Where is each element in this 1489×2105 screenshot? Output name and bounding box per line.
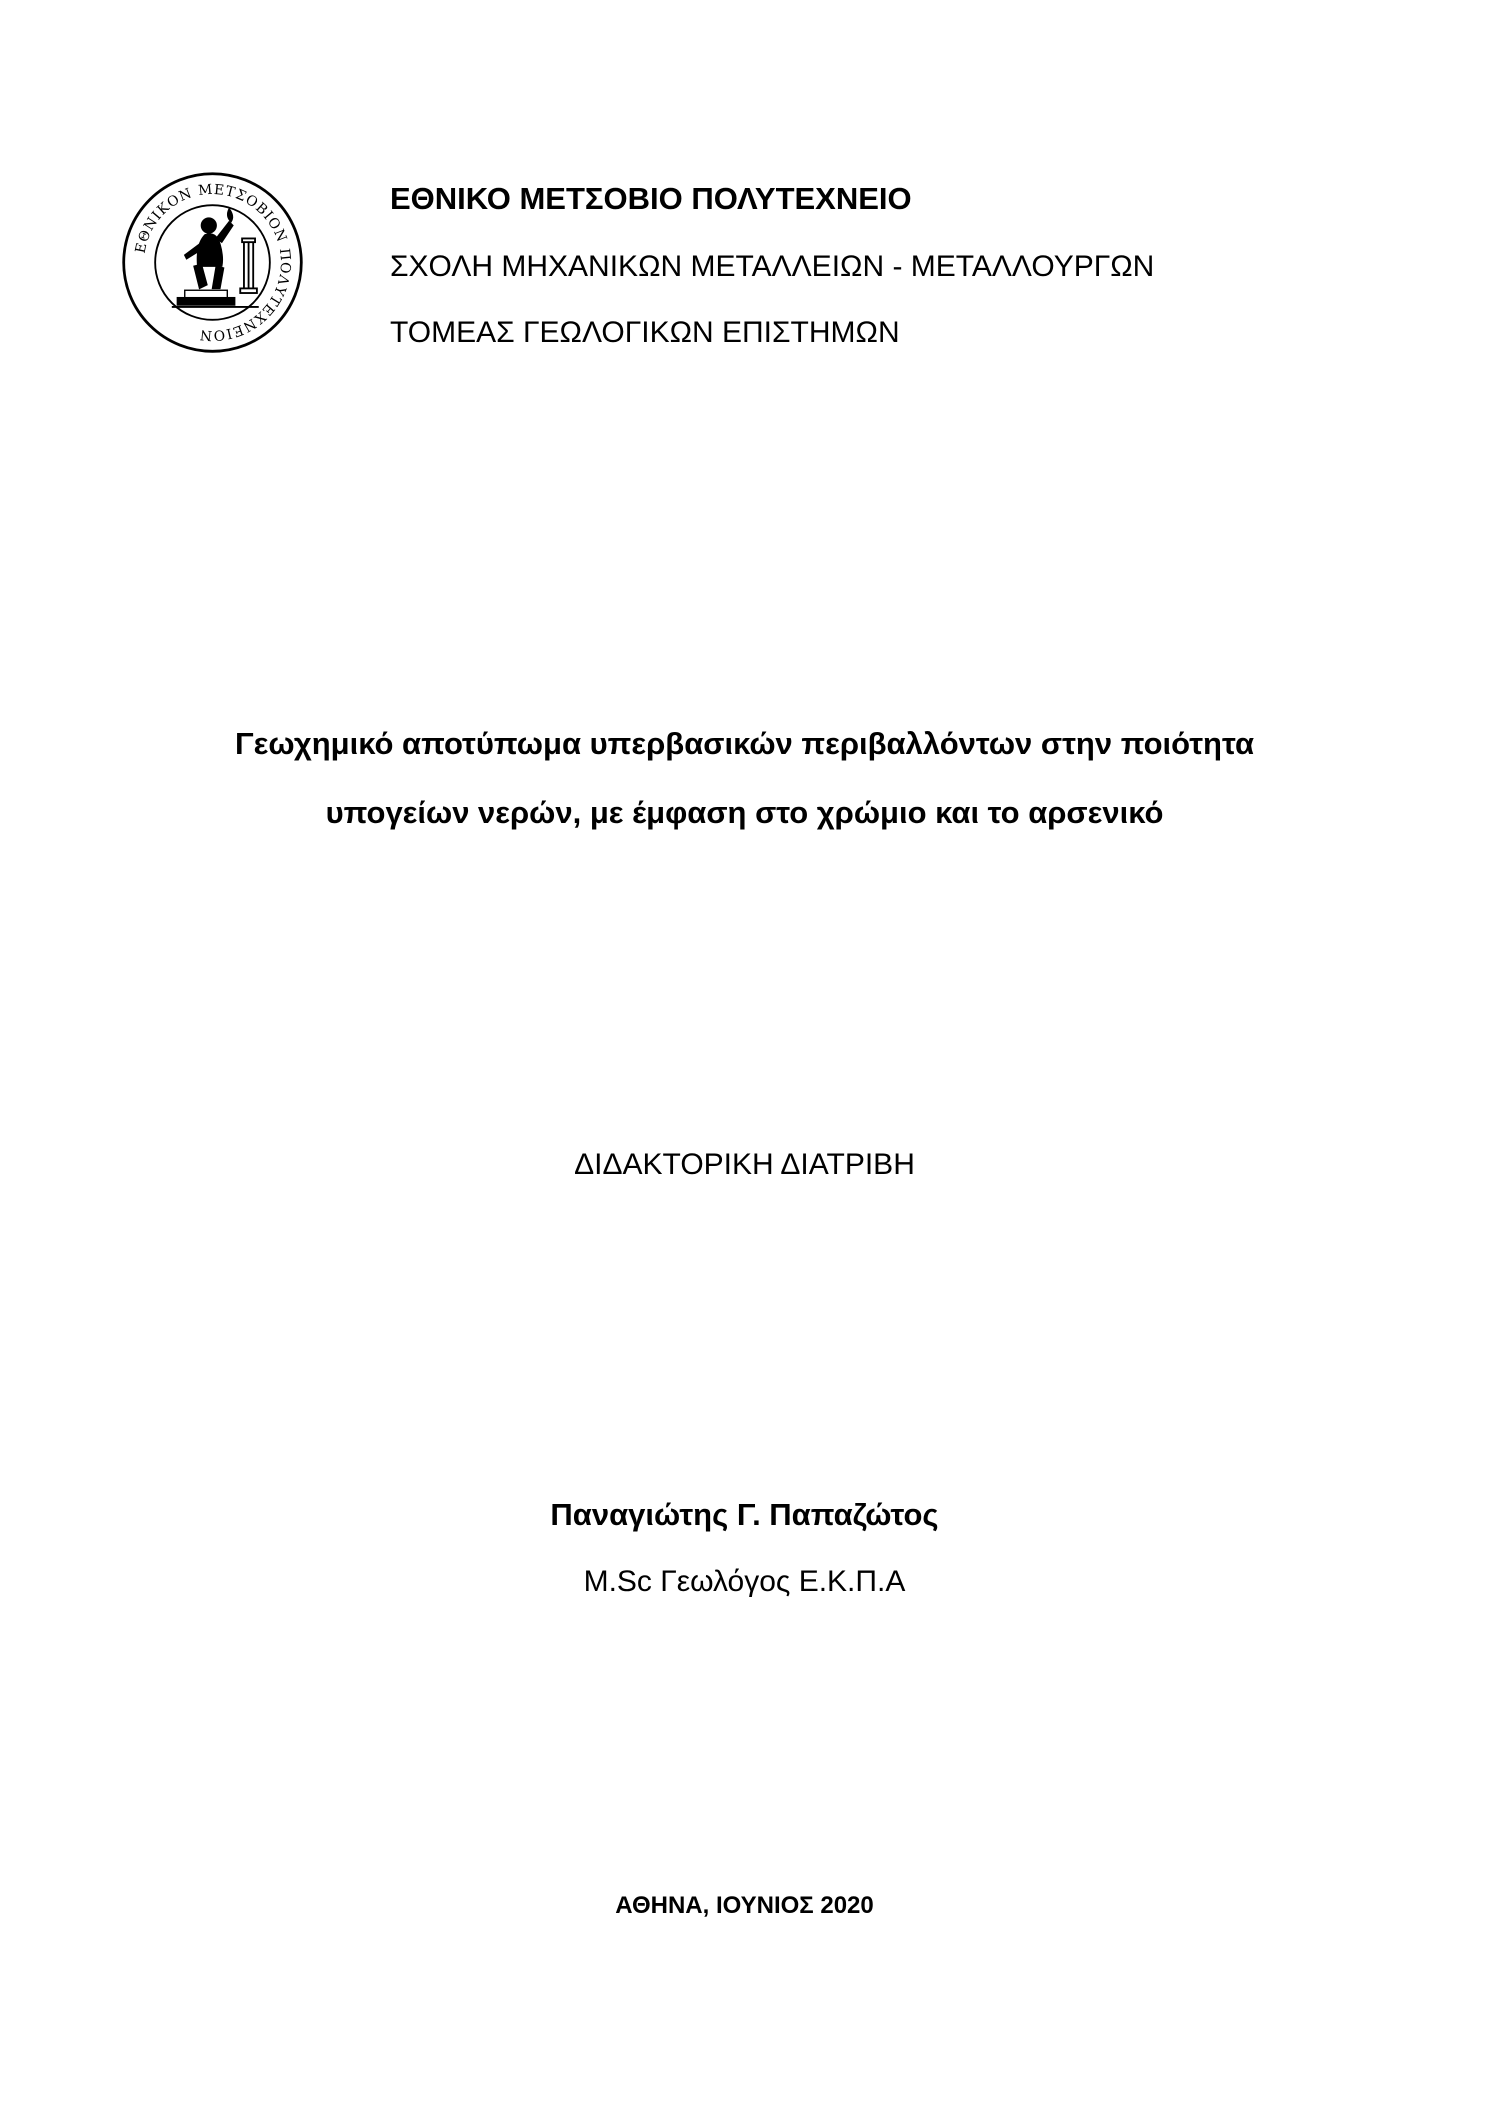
svg-text:ΕΘΝΙΚΟΝ ΜΕΤΣΟΒΙΟΝ ΠΟΛΥΤΕΧΝΕΙΟΝ: ΕΘΝΙΚΟΝ ΜΕΤΣΟΒΙΟΝ ΠΟΛΥΤΕΧΝΕΙΟΝ — [132, 181, 294, 344]
sector-name: ΤΟΜΕΑΣ ΓΕΩΛΟΓΙΚΩΝ ΕΠΙΣΤΗΜΩΝ — [390, 316, 900, 349]
author-name: Παναγιώτης Γ. Παπαζώτος — [550, 1497, 939, 1532]
document-type: ΔΙΔΑΚΤΟΡΙΚΗ ΔΙΑΤΡΙΒΗ — [574, 1148, 915, 1181]
thesis-title-line-1: Γεωχημικό αποτύπωμα υπερβασικών περιβαλλόντων στην ποιότητα — [234, 726, 1255, 761]
university-seal-icon — [120, 170, 305, 355]
institution-name: ΕΘΝΙΚΟ ΜΕΤΣΟΒΙΟ ΠΟΛΥΤΕΧΝΕΙΟ — [390, 181, 912, 216]
school-name: ΣΧΟΛΗ ΜΗΧΑΝΙΚΩΝ ΜΕΤΑΛΛΕΙΩΝ - ΜΕΤΑΛΛΟΥΡΓΩΝ — [390, 250, 1155, 283]
author-credentials: M.Sc Γεωλόγος Ε.Κ.Π.Α — [583, 1565, 906, 1598]
thesis-title-line-2: υπογείων νερών, με έμφαση στο χρώμιο και το αρσενικό — [325, 795, 1164, 830]
place-date: ΑΘΗΝΑ, ΙΟΥΝΙΟΣ 2020 — [615, 1892, 874, 1919]
